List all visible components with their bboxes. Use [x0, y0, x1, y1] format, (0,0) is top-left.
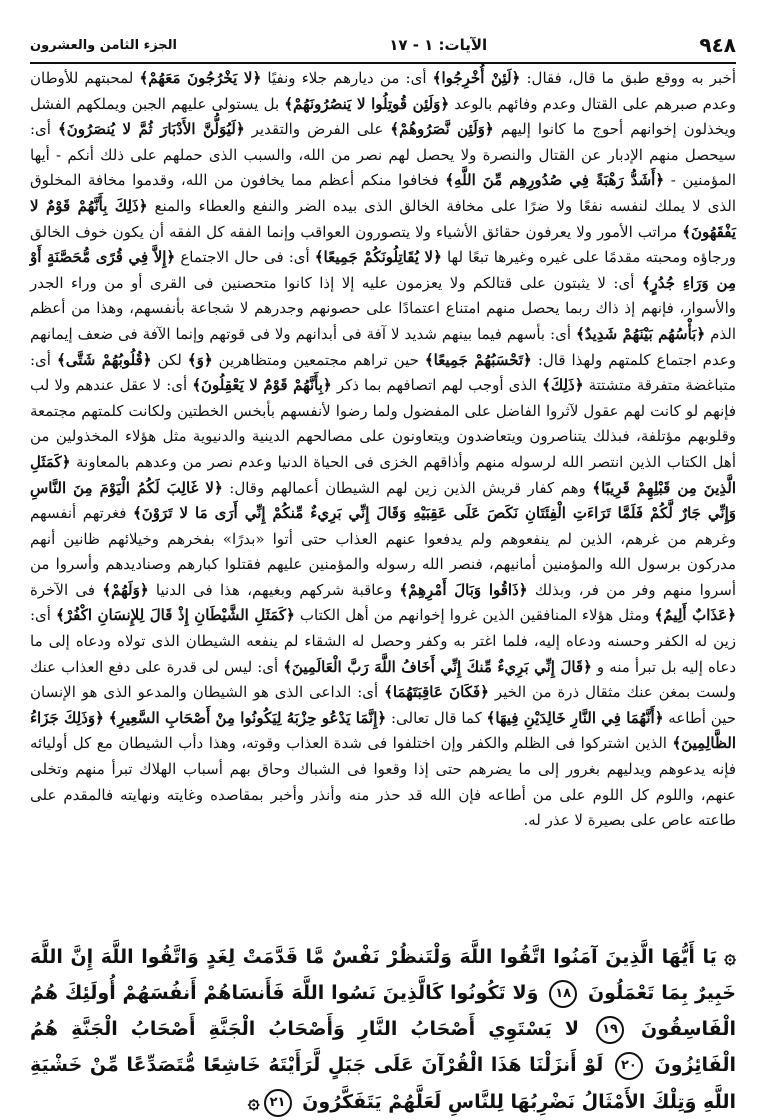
tafsir-commentary	[30, 66, 736, 834]
quran-quote: ﴿كَمَثَلِ الشَّيْطَانِ إِذْ قَالَ لِلإِنسَانِ اكْفُرْ﴾	[56, 606, 295, 625]
verse-range: الآيات: ١ - ١٧	[389, 36, 488, 54]
quran-quote: ﴿وَلَهُمْ﴾	[102, 580, 149, 599]
quran-quote: ﴿قُلُوبُهُمْ شَتَّى﴾	[56, 350, 152, 369]
commentary-text: أى: لا يثبتون على قتالكم ولا يعزمون عليه إلا إذا كانوا متحصنين فى القرى أو من وراء الجدر والأسوار، فإنهم إذ ذاك ربما يحصل منهم امتناع اعتمادًا على حصونهم وجدرهم لا شجاعة بأنفسهم، وهذا من أعظم الذم	[30, 273, 737, 343]
commentary-text: أى: فى حال الاجتماع	[175, 248, 315, 267]
commentary-text: أخبر به ووقع طبق ما قال، فقال:	[520, 69, 736, 87]
commentary-text: الذين اشتركوا فى الظلم والكفر وإن اختلفوا فى شدة العذاب وقوته، وهذا دأب الشيطان مع كل أوليائه فإنه يدعوهم ويدليهم بغرور إلى ما يضرهم حتى إذا وقعوا فى الشباك وحاق بهم أسباب الهلاك تبرأ منهم وتخلى عنهم، واللوم كل اللوم على من أطاعه فإن الله قد حذر منه وأنذر وأخبر بمقاصده وغايته ونهايته فالمقدم على طاعته عاص على بصيرة لا عذر له.	[30, 734, 736, 830]
quran-quote: ﴿ذَاقُوا وَبَالَ أَمْرِهِمْ﴾	[399, 580, 528, 599]
commentary-text: لمحبتهم للأوطان وعدم صبرهم على القتال وعدم وفائهم بالوعد	[30, 69, 736, 113]
verse-text: يَا أَيُّهَا الَّذِينَ آمَنُوا اتَّقُوا اللَّهَ وَلْتَنظُرْ نَفْسٌ مَّا قَدَّمَتْ لِغَدٍ وَاتَّقُوا اللَّهَ إِنَّ اللَّهَ خَبِيرٌ بِمَا تَعْمَلُونَ	[30, 946, 736, 1004]
commentary-text: فخافوا منكم أعظم مما يخافون من الله، وقدموا مخافة المخلوق الذى لا يملك لنفسه نفعًا ولا ضرًا على مخافة الخالق الذى بيده الضر والنفع والعطاء والمنع	[30, 171, 736, 215]
commentary-text: فغرتهم أنفسهم وغرهم من غرهم، الذين لم ينفعوهم ولم يدفعوا عنهم العذاب حتى أتوا «بدرًا» بفخرهم وخيلائهم ظانين أنهم مدركون برسول الله والمؤمنين أمانيهم، فنصر الله رسوله والمؤمنين عليهم فقتلوا كبارهم وصناديدهم وأسروا من أسروا منهم وفر من فر، وبذلك	[30, 504, 736, 599]
quran-quote: ﴿بَأْسُهُم بَيْنَهُمْ شَدِيدٌ﴾	[575, 324, 706, 343]
quran-quote: ﴿لا يَخْرُجُونَ مَعَهُمْ﴾	[139, 69, 262, 87]
commentary-text: أى: متباغضة متفرقة متشتتة	[30, 350, 736, 395]
quran-quote: ﴿لا يُقَاتِلُونَكُمْ جَمِيعًا﴾	[314, 248, 442, 267]
quran-quote: ﴿لَيُوَلُّنَّ الأَدْبَارَ ثُمَّ لا يُنصَرُونَ﴾	[57, 120, 245, 139]
quran-quote: ﴿بِأَنَّهُمْ قَوْمٌ لا يَعْقِلُونَ﴾	[192, 376, 332, 395]
commentary-text: الذى أوجب لهم اتصافهم بما ذكر	[331, 376, 543, 395]
verse-text: لَوْ أَنزَلْنَا هَذَا الْقُرْآنَ عَلَى جَبَلٍ لَّرَأَيْتَهُ خَاشِعًا مُّتَصَدِّعًا مِّنْ خَشْيَةِ اللَّهِ وَتِلْكَ الأَمْثَالُ نَضْرِبُهَا لِلنَّاسِ لَعَلَّهُمْ يَتَفَكَّرُونَ	[30, 1054, 736, 1113]
quran-quote: ﴿أَشَدُّ رَهْبَةً فِي صُدُورِهِم مِّنَ اللَّهِ﴾	[445, 171, 665, 190]
commentary-text: كما قال تعالى:	[386, 708, 487, 727]
commentary-text: وهم كفار قريش الذين زين لهم الشيطان أعمالهم وقال:	[222, 478, 593, 497]
quran-quote: ﴿ذَلِكَ﴾	[542, 376, 584, 395]
page-number: ٩٤٨	[699, 33, 736, 57]
ayah-number-icon: ١٩	[596, 1016, 624, 1044]
commentary-text: لكن	[151, 350, 188, 369]
quran-quote: ﴿قَالَ إِنِّي بَرِيءٌ مِّنكَ إِنِّي أَخَافُ اللَّهَ رَبَّ الْعَالَمِينَ﴾	[283, 657, 592, 676]
commentary-text: فى الآخرة	[30, 580, 103, 599]
quran-quote: ﴿إِلاَّ فِي قُرًى مُّحَصَّنَةٍ أَوْ مِن وَرَاءِ جُدُرٍ﴾	[30, 248, 736, 292]
ayah-number-icon: ٢٠	[615, 1052, 643, 1080]
verse-text: وَلا تَكُونُوا كَالَّذِينَ نَسُوا اللَّهَ فَأَنسَاهُمْ أَنفُسَهُمْ أُولَئِكَ هُمُ الْفَاسِقُونَ	[30, 982, 736, 1040]
quran-quote: ﴿لا غَالِبَ لَكُمُ الْيَوْمَ مِنَ النَّاسِ وَإِنِّي جَارٌ لَّكُمْ فَلَمَّا تَرَاءَتِ الْفِئَتَانِ نَكَصَ عَلَى عَقِبَيْهِ وَقَالَ إِنِّي بَرِيءٌ مِّنكُمْ إِنِّي أَرَى مَا لا تَرَوْنَ﴾	[30, 478, 736, 523]
part-title: الجزء الثامن والعشرون	[30, 37, 178, 53]
commentary-text: أى: زين له الكفر وحسنه ودعاه إليه، فلما اغتر به وكفر وحصل له الشقاء لم ينفعه الشيطان الذى تولاه ودعاه إلى ما دعاه إليه بل تبرأ منه و	[30, 606, 736, 676]
commentary-paragraph	[30, 66, 736, 834]
commentary-text: أى: لا عقل عندهم ولا لب فإنهم لو كانت لهم عقول لآثروا الفاضل على المفضول ولما رضوا لأنفسهم بأبخس الخطتين ولكانت كلمتهم مجتمعة وقلوبهم مؤتلفة، فبذلك يتناصرون ويتعاضدون ويتعاونون على مصالحهم الدينية والدنيوية مثل هؤلاء المخذولين من أهل الكتاب الذين انتصر الله لرسوله منهم وأذاقهم الخزى فى الحياة الدنيا وعدم نصر من وعدهم بالمعاونة	[30, 376, 736, 471]
quran-quote: ﴿عَذَابٌ أَلِيمٌ﴾	[654, 606, 736, 625]
commentary-text: أى: ليس لى قدرة على دفع العذاب عنك ولست بمغن عنك مثقال ذرة من الخير	[30, 657, 736, 702]
quran-quote: ﴿لَئِنْ أُخْرِجُوا﴾	[432, 69, 521, 87]
commentary-text: أى: سيحصل منهم الإدبار عن القتال والنصرة ولا يحصل لهم نصر من الله، والسبب الذى حملهم على ذلك أنكم - أيها المؤمنين -	[30, 120, 736, 190]
verse-text: لا يَسْتَوِي أَصْحَابُ النَّارِ وَأَصْحَابُ الْجَنَّةِ أَصْحَابُ الْجَنَّةِ هُمُ الْفَائِزُونَ	[30, 1018, 736, 1076]
quran-quote: ﴿وَلَئِن نَّصَرُوهُمْ﴾	[390, 120, 494, 139]
commentary-text: بل يستولى عليهم الجبن ويملكهم الفشل ويخذلون إخوانهم أحوج ما كانوا إليهم	[30, 94, 736, 139]
quran-quote: ﴿كَمَثَلِ الَّذِينَ مِن قَبْلِهِمْ قَرِيبًا﴾	[30, 452, 736, 497]
quran-quote: ﴿وَ﴾	[187, 350, 213, 369]
header-rule	[30, 62, 736, 64]
quran-verses	[30, 938, 736, 1120]
commentary-text: على الفرض والتقدير	[244, 120, 391, 139]
commentary-text: مراتب الأمور ولا يعرفون حقائق الأشياء ولا يتصورون العواقب وإنما الفقه كل الفقه أن يكون خوف الخالق ورجاؤه ومحبته مقدمًا على غيره وغيرها تبعًا لها	[30, 222, 737, 267]
page-header	[30, 32, 736, 58]
commentary-text: حين تراهم مجتمعين ومتظاهرين	[212, 350, 425, 369]
quran-quote: ﴿فَكَانَ عَاقِبَتَهُمَا﴾	[384, 683, 489, 702]
quran-quote: ﴿تَحْسَبُهُمْ جَمِيعًا﴾	[424, 350, 532, 369]
ornament-close-icon: ۞	[247, 1089, 260, 1113]
quran-quote: ﴿ذَلِكَ بِأَنَّهُمْ قَوْمٌ لا يَفْقَهُونَ﴾	[30, 196, 736, 241]
quran-quote: ﴿وَلَئِن قُوتِلُوا لا يَنصُرُونَهُمْ﴾	[284, 94, 450, 113]
quran-quote: ﴿إِنَّمَا يَدْعُو حِزْبَهُ لِيَكُونُوا مِنْ أَصْحَابِ السَّعِيرِ﴾	[108, 708, 387, 727]
commentary-text: أى: بأسهم فيما بينهم شديد لا آفة فى أبدانهم ولا فى قوتهم وإنما الآفة فى ضعف إيمانهم وعدم اجتماع كلمتهم ولهذا قال:	[30, 324, 736, 369]
commentary-text: أى: من ديارهم جلاء ونفيًا	[261, 69, 433, 87]
ornament-open-icon: ۞	[724, 944, 736, 968]
quran-quote: ﴿وَذَلِكَ جَزَاءُ الظَّالِمِينَ﴾	[30, 708, 736, 753]
commentary-text: أى: الداعى الذى هو الشيطان والمدعو الذى هو الإنسان حين أطاعه	[30, 683, 736, 727]
commentary-text: وعاقبة شركهم وبغيهم، هذا فى الدنيا	[148, 580, 400, 599]
ayah-number-icon: ٢١	[264, 1089, 292, 1117]
ayah-number-icon: ١٨	[549, 980, 577, 1008]
quran-quote: ﴿أَنَّهُمَا فِي النَّارِ خَالِدَيْنِ فِيهَا﴾	[486, 708, 664, 727]
commentary-text: ومثل هؤلاء المنافقين الذين غروا إخوانهم من أهل الكتاب	[294, 606, 655, 625]
